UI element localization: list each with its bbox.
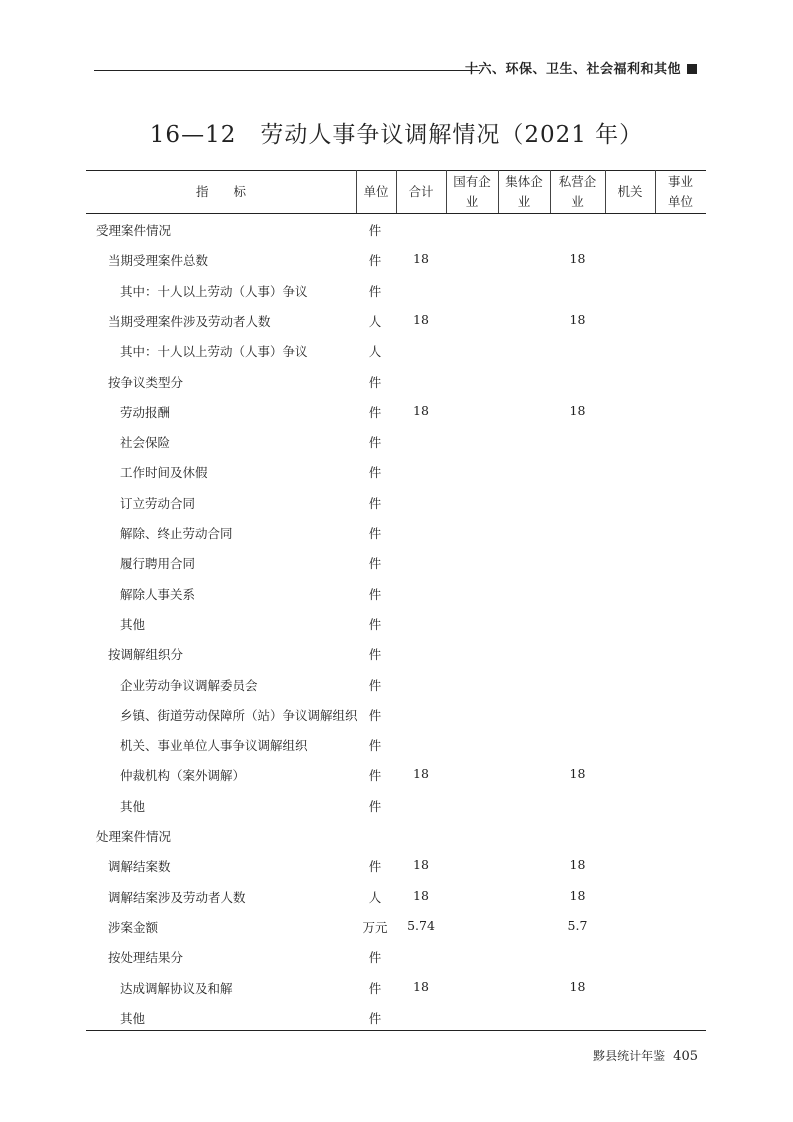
table-row (0, 244, 793, 274)
row-unit: 件 (368, 283, 382, 299)
row-label: 涉案金额 (108, 919, 159, 935)
row-label: 乡镇、街道劳动保障所（站）争议调解组织 (120, 707, 358, 723)
row-unit: 件 (368, 556, 382, 572)
row-unit: 件 (368, 768, 382, 784)
header-institution-line1: 事业 (667, 173, 693, 189)
table-row (0, 729, 793, 759)
table-row (0, 759, 793, 789)
table-row (0, 487, 793, 517)
row-unit: 件 (368, 404, 382, 420)
table-row (0, 275, 793, 305)
row-unit: 件 (368, 798, 382, 814)
row-label: 其中：十人以上劳动（人事）争议 (120, 344, 308, 360)
table-row (0, 850, 793, 880)
table-row (0, 214, 793, 244)
row-unit: 件 (368, 223, 382, 238)
header-government-text: 机关 (617, 183, 643, 199)
row-unit: 件 (368, 495, 382, 511)
header-total-text: 合计 (408, 183, 434, 199)
row-label: 当期受理案件涉及劳动者人数 (108, 313, 271, 329)
row-label: 机关、事业单位人事争议调解组织 (120, 738, 308, 754)
header-indicator-text: 指 标 (195, 183, 246, 199)
row-total-value: 18 (413, 887, 429, 903)
row-label: 解除人事关系 (120, 586, 196, 602)
row-total-value: 5.74 (407, 917, 435, 933)
row-private-value: 18 (569, 766, 586, 782)
table-row (0, 1002, 793, 1032)
table-row (0, 669, 793, 699)
row-label: 处理案件情况 (96, 829, 172, 844)
row-private-value: 18 (569, 887, 586, 903)
table-row (0, 941, 793, 971)
row-private-value: 5.7 (567, 917, 588, 933)
row-unit: 件 (368, 465, 382, 481)
row-private-value: 18 (569, 251, 586, 267)
row-label: 按争议类型分 (108, 374, 184, 390)
row-label: 履行聘用合同 (120, 556, 196, 572)
row-unit: 件 (368, 707, 382, 723)
table-row (0, 396, 793, 426)
row-unit: 件 (368, 859, 382, 875)
page-number: 405 (673, 1049, 698, 1064)
table-row (0, 608, 793, 638)
row-unit: 件 (368, 435, 382, 451)
row-private-value: 18 (569, 402, 586, 418)
header-government (605, 170, 655, 213)
row-unit: 件 (368, 950, 382, 966)
header-collective-line1: 集体企 (505, 173, 543, 189)
row-unit: 万元 (362, 919, 388, 935)
row-private-value: 18 (569, 311, 586, 327)
table-row (0, 790, 793, 820)
row-label: 其他 (120, 1010, 146, 1026)
row-total-value: 18 (413, 251, 429, 267)
row-label: 社会保险 (120, 435, 171, 451)
header-institution-line2: 单位 (667, 193, 693, 209)
header-collective (498, 170, 550, 213)
table-row (0, 820, 793, 850)
row-total-value: 18 (413, 978, 429, 994)
row-total-value: 18 (413, 766, 429, 782)
row-label: 调解结案涉及劳动者人数 (108, 889, 246, 905)
table-row (0, 305, 793, 335)
row-label: 企业劳动争议调解委员会 (120, 677, 258, 693)
header-indicator (86, 170, 356, 213)
header-unit-text: 单位 (363, 183, 389, 199)
row-label: 其他 (120, 616, 146, 632)
table-row (0, 517, 793, 547)
header-state-owned-line2: 业 (465, 193, 479, 209)
row-private-value: 18 (569, 857, 586, 873)
header-state-owned-line1: 国有企 (453, 173, 491, 189)
header-institution (655, 170, 706, 213)
row-total-value: 18 (413, 402, 429, 418)
footer-book-title: 黟县统计年鉴 (593, 1049, 666, 1063)
row-unit: 人 (368, 889, 382, 905)
row-unit: 件 (368, 253, 382, 269)
header-state-owned (446, 170, 498, 213)
row-unit: 件 (368, 647, 382, 663)
header-private (550, 170, 605, 213)
header-total (396, 170, 446, 213)
table-row (0, 335, 793, 365)
row-label: 调解结案数 (108, 859, 171, 875)
row-label: 当期受理案件总数 (108, 253, 209, 269)
header-unit (356, 170, 396, 213)
row-unit: 人 (368, 344, 382, 360)
header-rule (94, 70, 480, 71)
table-row (0, 881, 793, 911)
table-row (0, 699, 793, 729)
table-row (0, 426, 793, 456)
section-header (465, 58, 697, 77)
table-row (0, 366, 793, 396)
row-unit: 件 (368, 374, 382, 390)
square-marker-icon (687, 64, 697, 74)
row-label: 仲裁机构（案外调解） (120, 768, 246, 784)
table-row (0, 456, 793, 486)
table-row (0, 638, 793, 668)
row-label: 按处理结果分 (108, 950, 184, 966)
row-label: 受理案件情况 (96, 223, 172, 238)
row-label: 其他 (120, 798, 146, 814)
row-label: 劳动报酬 (120, 404, 171, 420)
row-label: 订立劳动合同 (120, 495, 196, 511)
row-label: 其中：十人以上劳动（人事）争议 (120, 283, 308, 299)
row-unit: 件 (368, 980, 382, 996)
table-row (0, 911, 793, 941)
row-unit: 件 (368, 616, 382, 632)
header-private-line2: 业 (571, 193, 584, 209)
row-unit: 件 (368, 738, 382, 754)
page-title: 16—12 劳动人事争议调解情况（2021 年） (149, 122, 644, 148)
row-total-value: 18 (413, 857, 429, 873)
page-footer (593, 1047, 698, 1064)
row-unit: 件 (368, 526, 382, 541)
row-label: 达成调解协议及和解 (120, 980, 233, 996)
row-unit: 件 (368, 677, 382, 693)
row-unit: 件 (368, 586, 382, 602)
header-private-line1: 私营企 (558, 173, 597, 189)
row-label: 工作时间及休假 (120, 465, 208, 481)
row-unit: 人 (368, 313, 382, 329)
row-label: 解除、终止劳动合同 (120, 526, 233, 541)
row-private-value: 18 (569, 978, 586, 994)
row-label: 按调解组织分 (108, 647, 184, 663)
table-row (0, 547, 793, 577)
row-total-value: 18 (413, 311, 429, 327)
table-row (0, 972, 793, 1002)
header-collective-line2: 业 (517, 193, 531, 209)
section-header-text: 十六、环保、卫生、社会福利和其他 (464, 62, 681, 77)
row-unit: 件 (368, 1010, 382, 1026)
table-row (0, 578, 793, 608)
